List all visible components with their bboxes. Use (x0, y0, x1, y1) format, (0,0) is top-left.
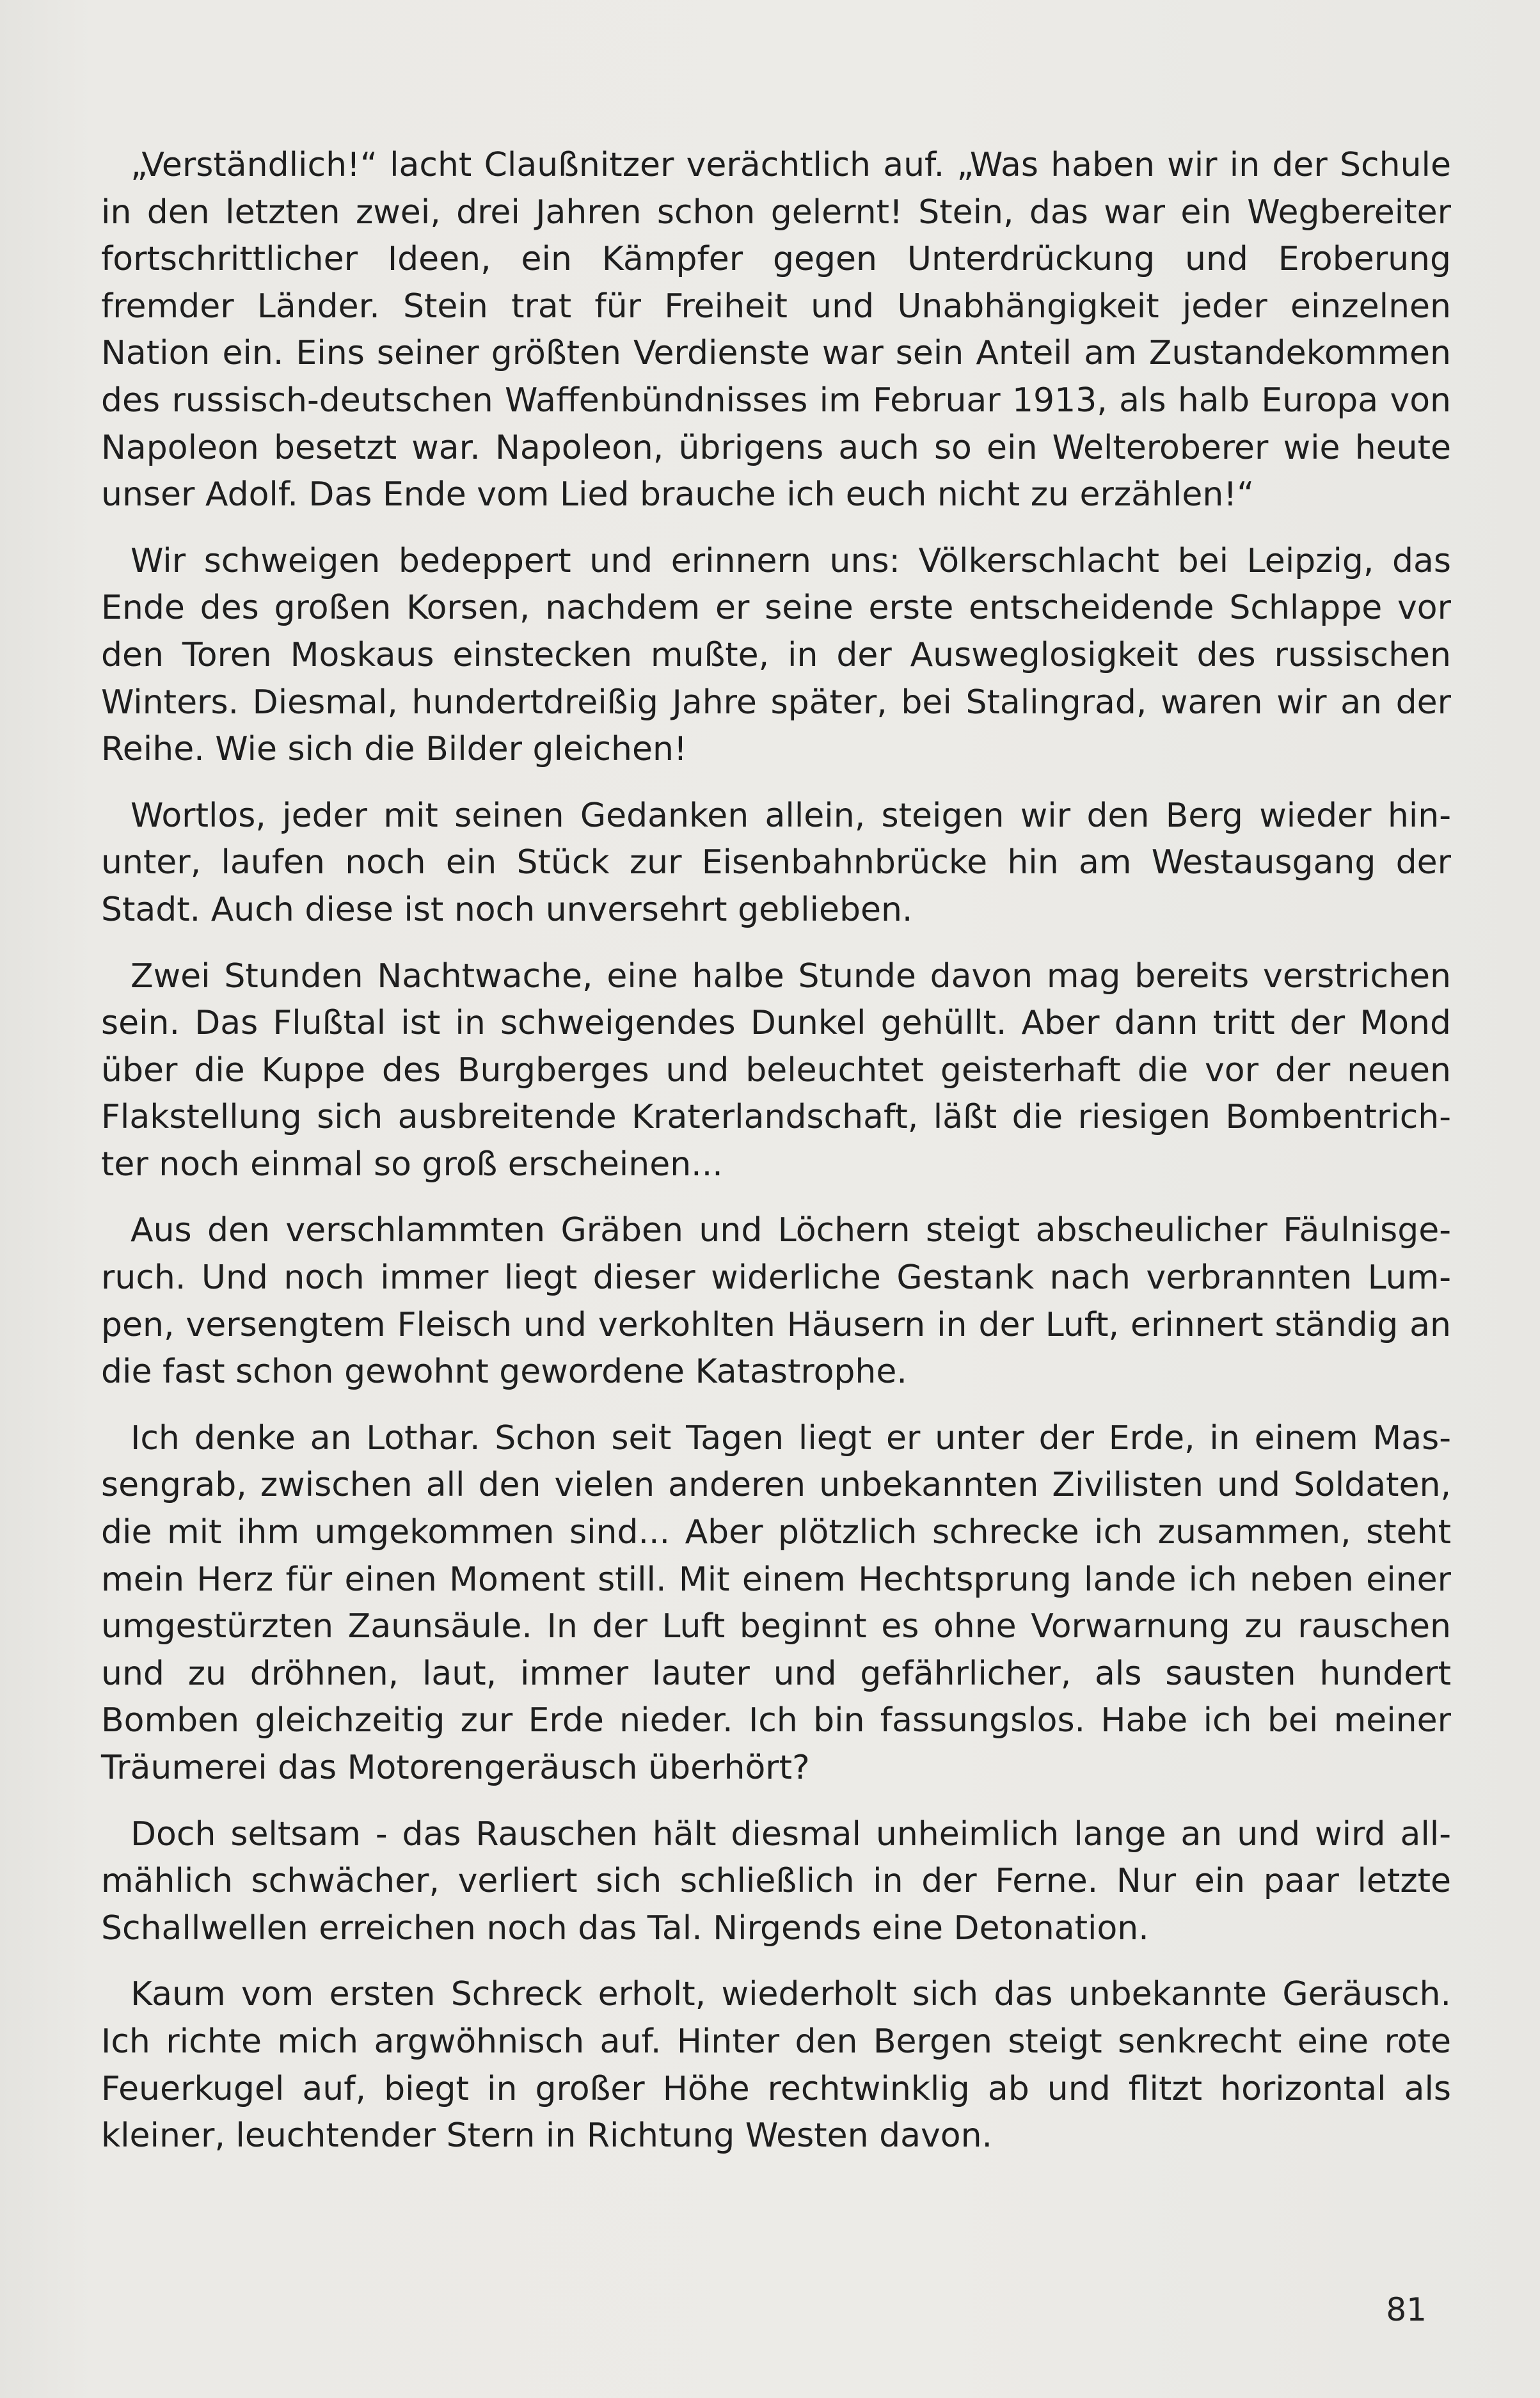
paragraph: Kaum vom ersten Schreck erholt, wiederholt sich das unbekannte Geräusch. Ich richte mich argwöhnisch auf. Hinter den Bergen steigt senkrecht eine rote Feuerkugel auf, biegt in großer Höhe rechtwinklig ab und flitzt horizontal als kleiner, leuchtender Stern in Richtung Westen davon. (101, 1975, 1451, 2156)
paragraph: „Verständlich!“ lacht Claußnitzer verächtlich auf. „Was haben wir in der Schule in den letzten zwei, drei Jahren schon gelernt! Stein, das war ein Wegbereiter fortschrittlicher Ideen, ein Kämpfer gegen Unterdrückung und Eroberung fremder Länder. Stein trat für Freiheit und Unabhängigkeit jeder einzelnen Nation ein. Eins seiner größten Verdienste war sein Anteil am Zustandekommen des russisch-deutschen Waffenbündnisses im Februar 1913, als halb Europa von Napoleon besetzt war. Napoleon, übrigens auch so ein Welteroberer wie heute unser Adolf. Das Ende vom Lied brauche ich euch nicht zu erzählen!“ (101, 146, 1451, 514)
paragraph: Aus den verschlammten Gräben und Löchern steigt abscheulicher Fäulnisgeruch. Und noch immer liegt dieser widerliche Gestank nach verbrannten Lumpen, versengtem Fleisch und verkohlten Häusern in der Luft, erinnert ständig an die fast schon gewohnt gewordene Katastrophe. (101, 1211, 1451, 1392)
page-number: 81 (1386, 2291, 1427, 2328)
body-text (101, 142, 1451, 2179)
paragraph: Zwei Stunden Nachtwache, eine halbe Stunde davon mag bereits verstrichen sein. Das Flußtal ist in schweigendes Dunkel gehüllt. Aber dann tritt der Mond über die Kuppe des Burgberges und beleuchtet geisterhaft die vor der neuen Flakstellung sich ausbreitende Kraterlandschaft, läßt die riesigen Bombentrichter noch einmal so groß erscheinen... (101, 957, 1451, 1184)
paragraph: Wir schweigen bedeppert und erinnern uns: Völkerschlacht bei Leipzig, das Ende des großen Korsen, nachdem er seine erste entscheidende Schlappe vor den Toren Moskaus einstecken mußte, in der Ausweglosigkeit des russischen Winters. Diesmal, hundertdreißig Jahre später, bei Stalingrad, waren wir an der Reihe. Wie sich die Bilder gleichen! (101, 541, 1451, 769)
paragraph: Ich denke an Lothar. Schon seit Tagen liegt er unter der Erde, in einem Massengrab, zwischen all den vielen anderen unbekannten Zivilisten und Soldaten, die mit ihm umgekommen sind... Aber plötzlich schrecke ich zusammen, steht mein Herz für einen Moment still. Mit einem Hechtsprung lande ich neben einer umgestürzten Zaunsäule. In der Luft beginnt es ohne Vorwarnung zu rauschen und zu dröhnen, laut, immer lauter und gefährlicher, als sausten hundert Bomben gleichzeitig zur Erde nieder. Ich bin fassungslos. Habe ich bei meiner Träumerei das Motorengeräusch überhört? (101, 1418, 1451, 1787)
paragraph: Wortlos, jeder mit seinen Gedanken allein, steigen wir den Berg wieder hinunter, laufen noch ein Stück zur Eisenbahnbrücke hin am Westausgang der Stadt. Auch diese ist noch unversehrt geblieben. (101, 796, 1451, 929)
paragraph: Doch seltsam - das Rauschen hält diesmal unheimlich lange an und wird allmählich schwächer, verliert sich schließlich in der Ferne. Nur ein paar letzte Schallwellen erreichen noch das Tal. Nirgends eine Detonation. (101, 1814, 1451, 1948)
